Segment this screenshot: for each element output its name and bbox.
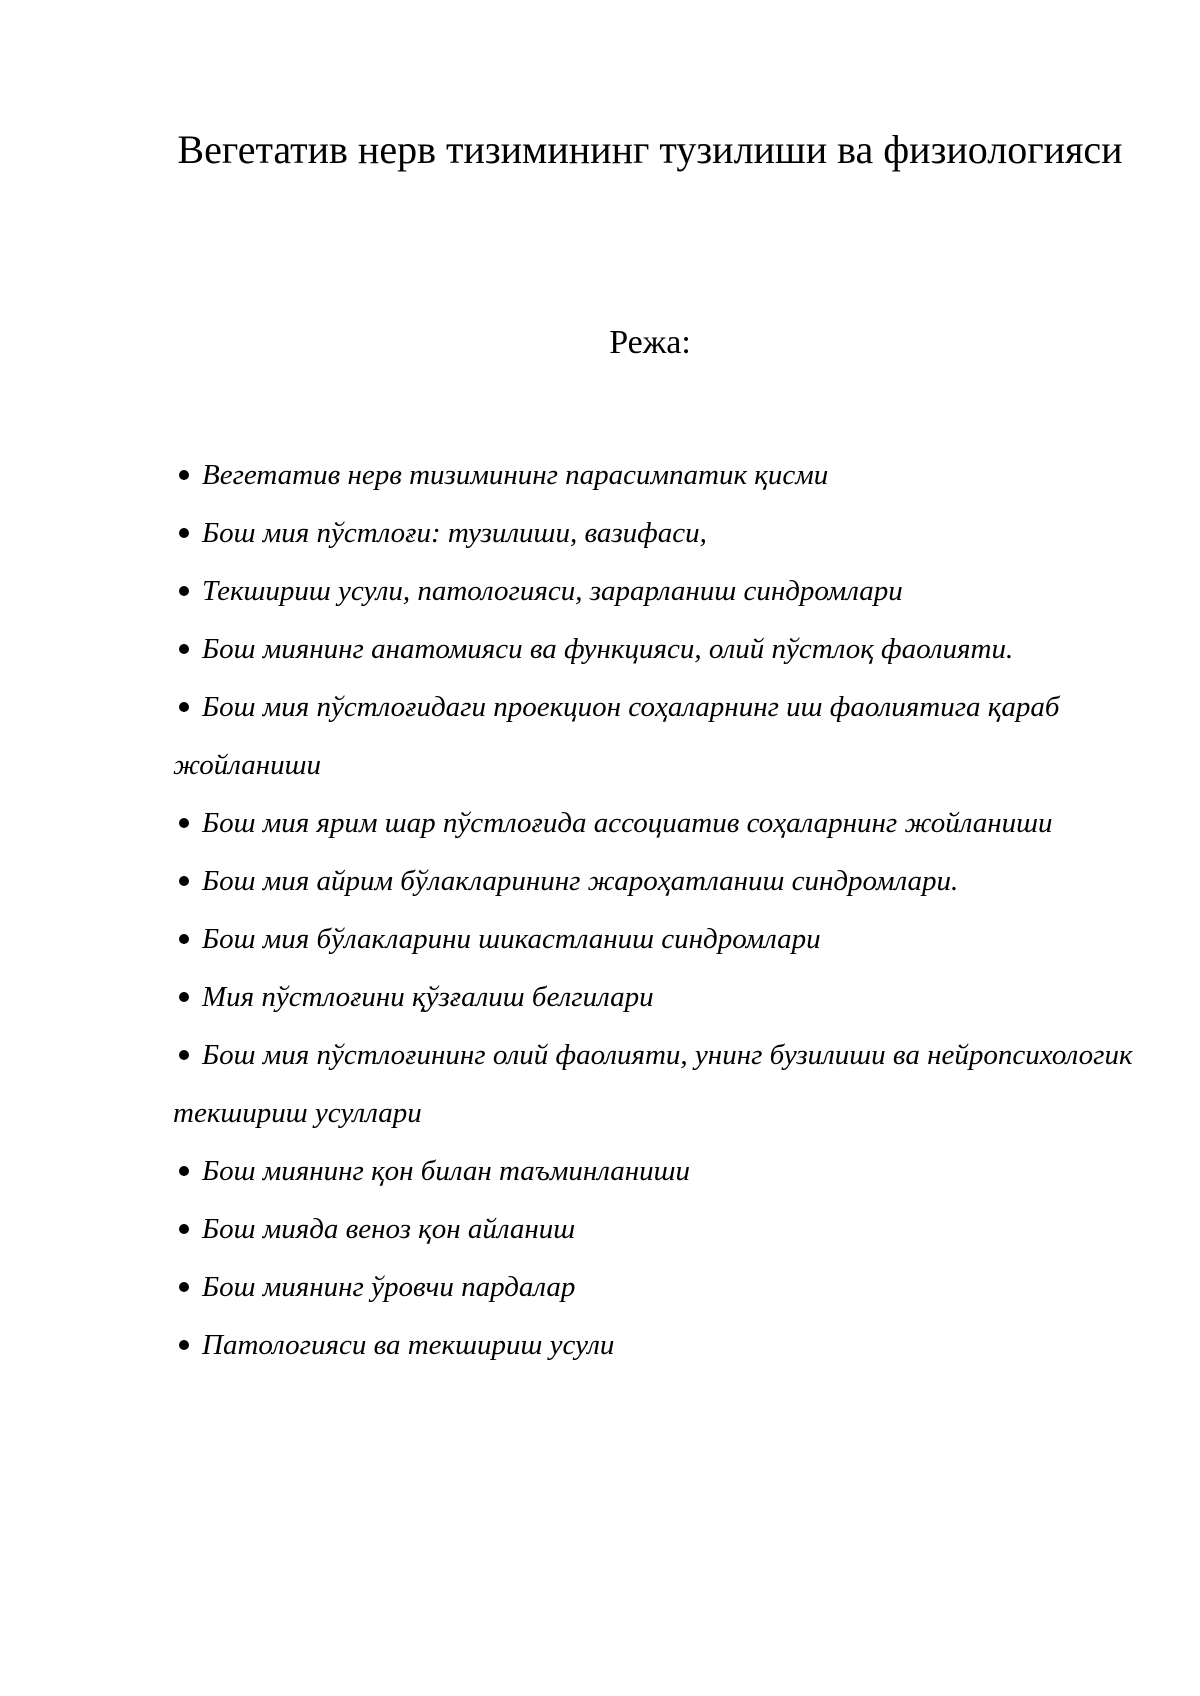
bullet-icon	[179, 586, 189, 596]
bullet-icon	[179, 934, 189, 944]
plan-item-text: Мия пўстлоғини қўзғалиш белгилари	[202, 981, 654, 1013]
plan-item-text: Бош мия пўстлоғи: тузилиши, вазифаси,	[202, 517, 707, 549]
bullet-icon	[179, 818, 189, 828]
plan-heading: Режа:	[609, 324, 691, 361]
bullet-icon	[179, 1282, 189, 1292]
bullet-icon	[179, 644, 189, 654]
plan-item	[173, 562, 1173, 620]
bullet-icon	[179, 470, 189, 480]
plan-item-text: Бош мия пўстлоғидаги проекцион соҳаларнинг иш фаолиятига қараб жойланиши	[173, 691, 1060, 781]
plan-item-text: Бош миянинг анатомияси ва функцияси, олий пўстлоқ фаолияти.	[202, 633, 1014, 665]
bullet-icon	[179, 702, 189, 712]
plan-item-text: Патологияси ва текшириш усули	[202, 1329, 615, 1361]
bullet-icon	[179, 992, 189, 1002]
plan-item-text: Бош мия пўстлоғининг олий фаолияти, унинг бузилиши ва нейропсихологик текшириш усуллари	[173, 1039, 1133, 1129]
plan-item	[173, 1258, 1173, 1316]
plan-item-text: Бош мия айрим бўлакларининг жароҳатланиш синдромлари.	[202, 865, 959, 897]
plan-item	[173, 620, 1173, 678]
plan-item	[173, 678, 1173, 794]
plan-item	[173, 504, 1173, 562]
bullet-icon	[179, 876, 189, 886]
plan-item	[173, 1026, 1173, 1142]
plan-item	[173, 852, 1173, 910]
bullet-icon	[179, 528, 189, 538]
document-title: Вегетатив нерв тизимининг тузилиши ва физиологияси	[177, 127, 1123, 172]
plan-item	[173, 1200, 1173, 1258]
bullet-icon	[179, 1340, 189, 1350]
plan-item-text: Текшириш усули, патологияси, зарарланиш синдромлари	[202, 575, 903, 607]
plan-item	[173, 1142, 1173, 1200]
plan-item-text: Бош мия бўлакларини шикастланиш синдромлари	[202, 923, 821, 955]
bullet-icon	[179, 1050, 189, 1060]
plan-item-text: Бош мияда веноз қон айланиш	[202, 1213, 576, 1245]
plan-item	[173, 446, 1173, 504]
plan-item-text: Бош миянинг қон билан таъминланиши	[202, 1155, 691, 1187]
plan-item-text: Бош мия ярим шар пўстлоғида ассоциатив соҳаларнинг жойланиши	[202, 807, 1053, 839]
plan-item	[173, 794, 1173, 852]
bullet-icon	[179, 1224, 189, 1234]
plan-list	[173, 446, 1173, 1374]
plan-item-text: Вегетатив нерв тизимининг парасимпатик қисми	[202, 459, 829, 491]
plan-item-text: Бош миянинг ўровчи пардалар	[202, 1271, 576, 1303]
plan-item	[173, 910, 1173, 968]
plan-item	[173, 1316, 1173, 1374]
plan-item	[173, 968, 1173, 1026]
bullet-icon	[179, 1166, 189, 1176]
